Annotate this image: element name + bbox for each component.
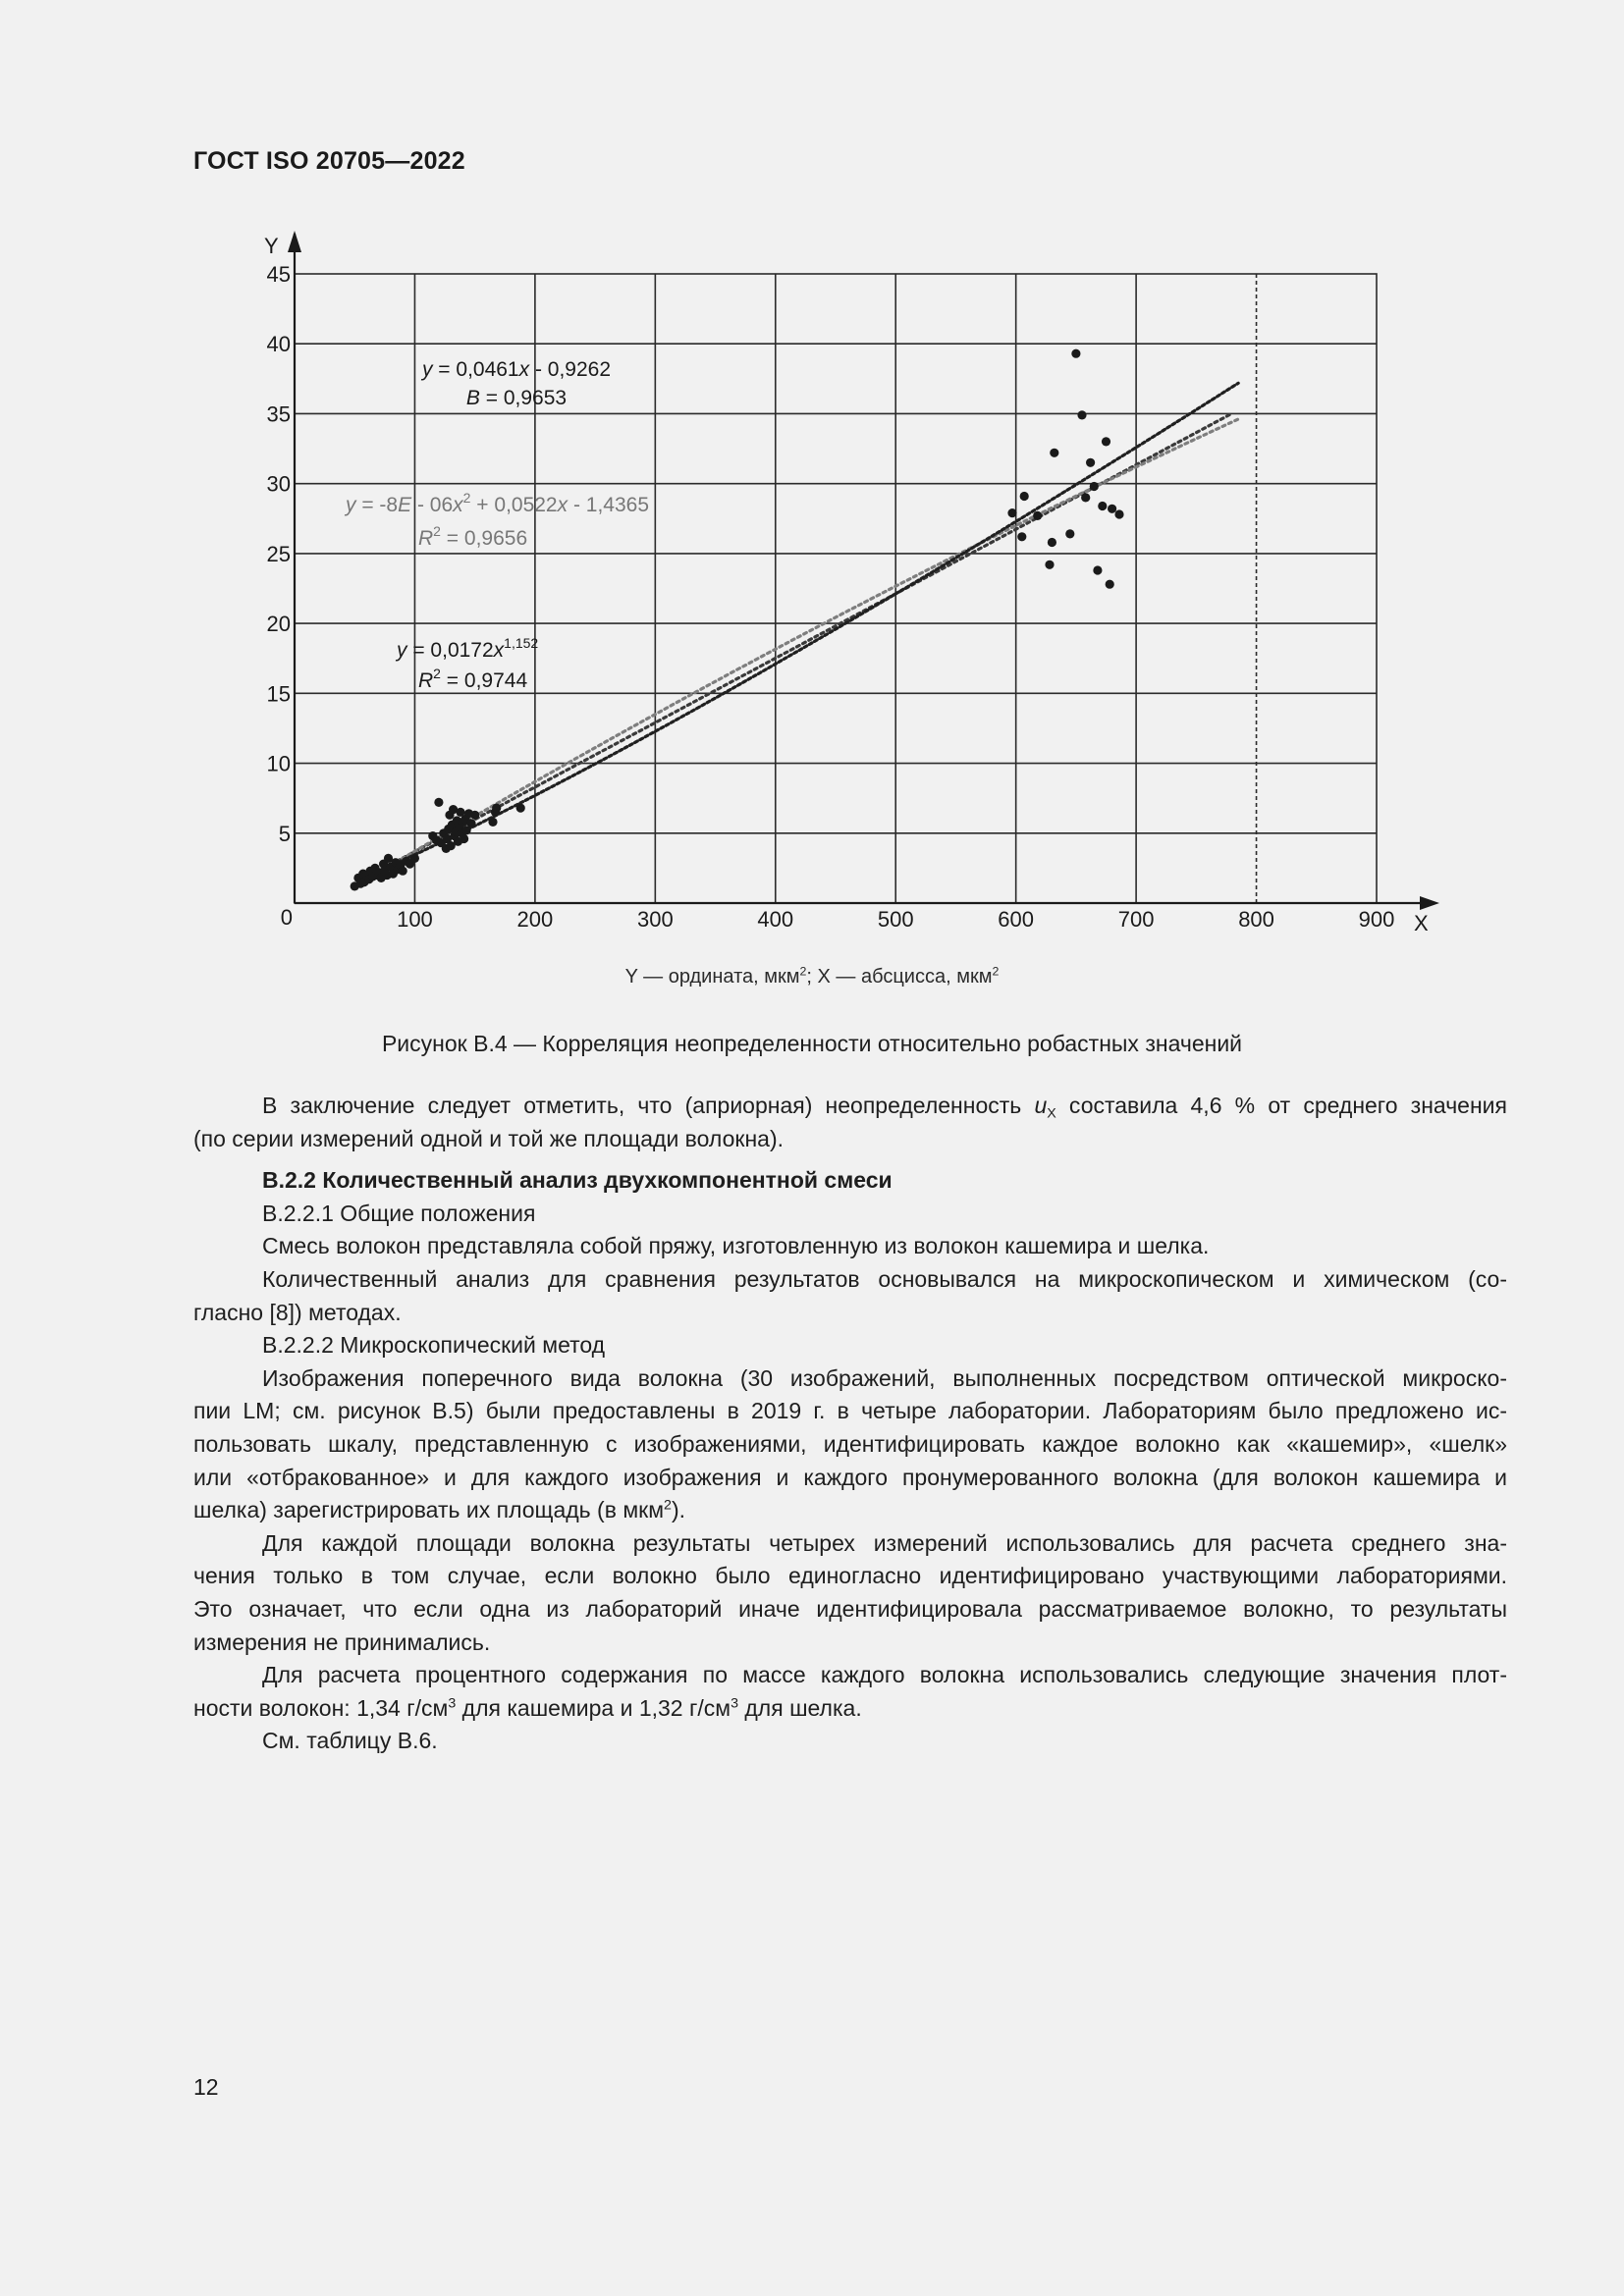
data-point-28 xyxy=(434,798,443,807)
paragraph-table-ref: См. таблицу В.6. xyxy=(262,1728,438,1754)
paragraph-images-line1: Изображения поперечного вида волокна (30 изображений, выполненных посредством оптической микроско- xyxy=(262,1364,1507,1391)
subsection-microscopic: В.2.2.2 Микроскопический метод xyxy=(262,1332,606,1359)
data-point-74 xyxy=(1114,509,1123,518)
data-point-46 xyxy=(460,834,468,843)
paragraph-density-line2: ности волокон: 1,34 $г/см^3$ для кашемира и 1,32 $г/см^3$ для шелка. xyxy=(193,1694,862,1721)
page-number: 12 xyxy=(193,2074,219,2100)
data-point-69 xyxy=(1093,565,1102,574)
x-tick-label-700: 700 xyxy=(1117,907,1155,932)
paragraph-averaging-line3: Это означает, что если одна из лабораторий иначе идентифицировала рассматриваемое волокно, то результаты xyxy=(193,1595,1507,1622)
power-fit-stat: $R^2 = 0,9744$ xyxy=(418,666,528,692)
data-point-66 xyxy=(1081,493,1090,502)
x-tick-label-400: 400 xyxy=(757,907,794,932)
y-tick-label-5: 5 xyxy=(278,821,291,846)
x-axis-arrow xyxy=(1420,896,1439,910)
polynomial-fit-stat: $R^2 = 0,9656$ xyxy=(418,523,528,550)
y-axis-label: Y xyxy=(264,234,279,258)
y-tick-label-20: 20 xyxy=(266,612,291,637)
chart-points xyxy=(351,349,1124,891)
axes-caption: Y — ордината, мкм$^2$; X — абсцисса, мкм$^2$ xyxy=(624,964,1000,988)
x-tick-label-900: 900 xyxy=(1358,907,1395,932)
data-point-68 xyxy=(1090,482,1099,491)
y-tick-label-45: 45 xyxy=(266,262,291,287)
polynomial-fit-equation: $y = -8E - 06x^2 + 0,0522x - 1,4365$ xyxy=(346,490,650,516)
linear-fit-stat: B = 0,9653 xyxy=(465,387,568,409)
data-point-67 xyxy=(1086,458,1095,467)
data-point-63 xyxy=(1065,529,1074,538)
paragraph-averaging-line1: Для каждой площади волокна результаты четырех измерений использовались для расчета среднего зна- xyxy=(262,1529,1507,1556)
paragraph-averaging-line4: измерения не принимались. xyxy=(193,1629,491,1655)
data-point-22 xyxy=(399,867,407,876)
y-tick-label-15: 15 xyxy=(266,681,291,707)
x-tick-label-800: 800 xyxy=(1238,907,1274,932)
power-fit-equation: $y = 0,0172x^{1,152}$ xyxy=(397,635,539,662)
data-point-72 xyxy=(1106,580,1114,589)
figure-caption: Рисунок В.4 — Корреляция неопределенности относительно робастных значений xyxy=(381,1031,1243,1056)
paragraph-images-line3: пользовать шкалу, представленную с изображениями, идентифицировать каждое волокно как «кашемир», «шелк» xyxy=(193,1430,1507,1457)
y-tick-label-40: 40 xyxy=(266,332,291,357)
paragraph-conclusion-line2: (по серии измерений одной и той же площади волокна). xyxy=(193,1125,784,1151)
data-point-25 xyxy=(410,854,419,863)
paragraph-averaging-line2: чения только в том случае, если волокно было единогласно идентифицировано участвующими лабораториями. xyxy=(193,1563,1507,1589)
data-point-58 xyxy=(1020,492,1029,501)
paragraph-density-line1: Для расчета процентного содержания по массе каждого волокна использовались следующие значения плот- xyxy=(262,1662,1507,1688)
paragraph-images-line5: шелка) зарегистрировать их площадь (в мкм$^2$). xyxy=(193,1497,686,1523)
paragraph-quantitative-line2: гласно [8]) методах. xyxy=(193,1299,402,1325)
y-tick-label-35: 35 xyxy=(266,401,291,427)
data-point-57 xyxy=(1017,532,1026,541)
data-point-71 xyxy=(1102,437,1110,446)
chart-tick-labels xyxy=(264,234,1429,935)
data-point-60 xyxy=(1045,561,1054,569)
data-point-62 xyxy=(1050,449,1058,457)
data-point-55 xyxy=(516,804,525,813)
data-point-70 xyxy=(1098,502,1107,510)
data-point-61 xyxy=(1048,538,1056,547)
x-tick-label-500: 500 xyxy=(877,907,914,932)
y-tick-label-10: 10 xyxy=(266,751,291,776)
data-point-65 xyxy=(1077,410,1086,419)
data-point-59 xyxy=(1033,511,1042,520)
linear-fit-equation: y = 0,0461x - 0,9262 xyxy=(421,358,612,381)
x-axis-label: X xyxy=(1414,911,1429,935)
paragraph-conclusion-line1: В заключение следует отметить, что (априорная) неопределенность $u_X$ составила 4,6 % от среднего значения xyxy=(262,1093,1507,1122)
x-tick-label-200: 200 xyxy=(516,907,554,932)
data-point-52 xyxy=(488,818,497,827)
paragraph-images-line4: или «отбракованное» и для каждого изображения и каждого пронумерованного волокна (для волокон кашемира и xyxy=(193,1464,1507,1490)
paragraph-quantitative-line1: Количественный анализ для сравнения результатов основывался на микроскопическом и химическом (со- xyxy=(262,1265,1507,1292)
data-point-54 xyxy=(492,804,501,813)
data-point-73 xyxy=(1108,505,1116,513)
data-point-50 xyxy=(466,819,475,828)
data-point-56 xyxy=(1007,508,1016,517)
subsection-general: В.2.2.1 Общие положения xyxy=(262,1200,536,1226)
section-title: В.2.2 Количественный анализ двухкомпонентной смеси xyxy=(262,1167,893,1194)
x-tick-label-600: 600 xyxy=(998,907,1035,932)
y-axis-arrow xyxy=(288,231,301,252)
correlation-chart xyxy=(0,0,1624,982)
paragraph-images-line2: пии LM; см. рисунок В.5) были предоставлены в 2019 г. в четыре лаборатории. Лабораториям было предложено ис- xyxy=(193,1398,1507,1424)
y-tick-label-30: 30 xyxy=(266,471,291,497)
data-point-51 xyxy=(470,811,479,820)
page-header: ГОСТ ISO 20705—2022 xyxy=(193,147,465,175)
body-text xyxy=(193,1090,1507,1758)
x-tick-label-300: 300 xyxy=(636,907,674,932)
y-tick-label-25: 25 xyxy=(266,541,291,566)
y-tick-label-0: 0 xyxy=(280,905,293,930)
data-point-64 xyxy=(1071,349,1080,358)
paragraph-mixture: Смесь волокон представляла собой пряжу, изготовленную из волокон кашемира и шелка. xyxy=(262,1233,1210,1259)
x-tick-label-100: 100 xyxy=(397,907,433,932)
